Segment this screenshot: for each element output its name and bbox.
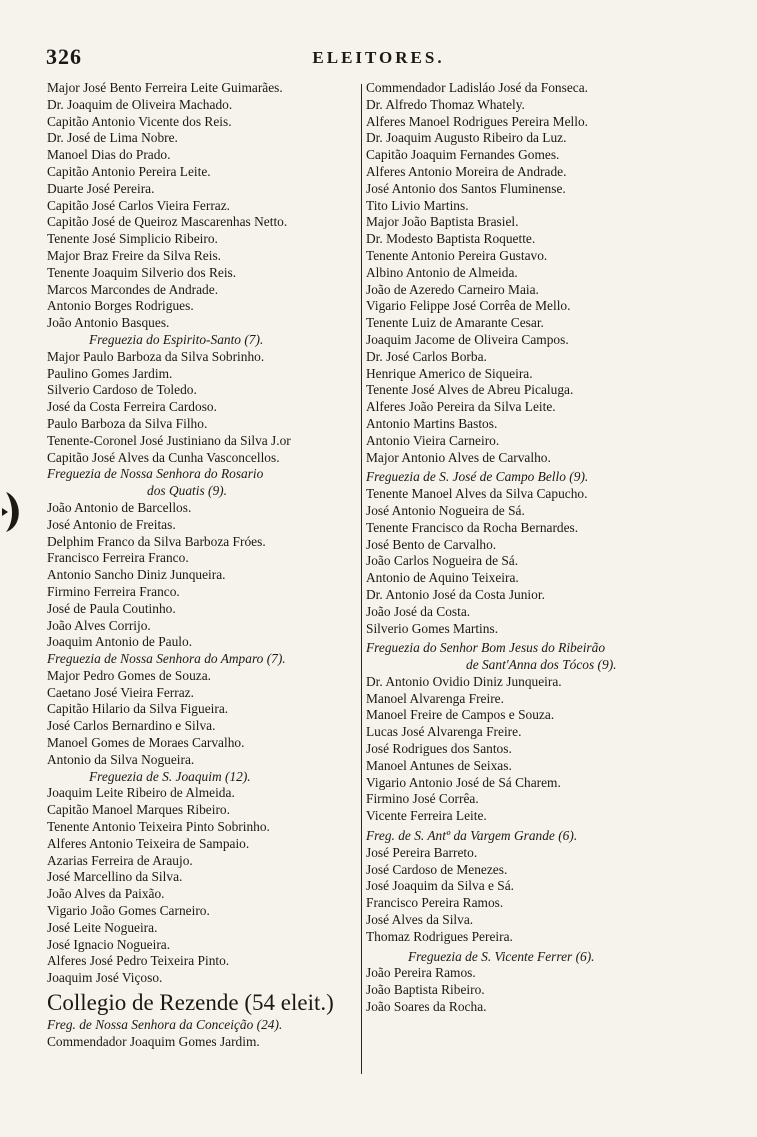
section-heading: Freg. de S. Antº da Vargem Grande (6). [366, 828, 578, 844]
elector-entry: Antonio de Aquino Teixeira. [366, 570, 519, 586]
elector-entry: Tenente José Simplicio Ribeiro. [47, 231, 218, 247]
section-heading: Freguezia do Espirito-Santo (7). [89, 331, 264, 347]
elector-entry: Capitão Antonio Pereira Leite. [47, 163, 211, 179]
section-heading: Freguezia de S. Vicente Ferrer (6). [408, 948, 595, 964]
elector-entry: Dr. Joaquim Augusto Ribeiro da Luz. [366, 130, 567, 146]
elector-entry: Capitão Manoel Marques Ribeiro. [47, 802, 230, 818]
elector-entry: Commendador Joaquim Gomes Jardim. [47, 1033, 260, 1049]
elector-entry: Firmino Ferreira Franco. [47, 583, 180, 599]
section-heading: Freguezia de S. José de Campo Bello (9). [366, 469, 589, 485]
elector-entry: Capitão Antonio Vicente dos Reis. [47, 113, 232, 129]
elector-entry: José Carlos Bernardino e Silva. [47, 718, 216, 734]
elector-entry: Alferes João Pereira da Silva Leite. [366, 399, 556, 415]
elector-entry: Silverio Gomes Martins. [366, 620, 499, 636]
elector-entry: João José da Costa. [366, 603, 471, 619]
elector-entry: Thomaz Rodrigues Pereira. [366, 928, 513, 944]
elector-entry: Tenente Joaquim Silverio dos Reis. [47, 264, 237, 280]
elector-entry: Tenente Antonio Teixeira Pinto Sobrinho. [47, 819, 270, 835]
elector-entry: Silverio Cardoso de Toledo. [47, 382, 197, 398]
elector-entry: Delphim Franco da Silva Barboza Fróes. [47, 533, 266, 549]
elector-entry: Marcos Marcondes de Andrade. [47, 281, 219, 297]
elector-entry: Duarte José Pereira. [47, 180, 155, 196]
elector-entry: Antonio Martins Bastos. [366, 415, 498, 431]
elector-entry: José da Costa Ferreira Cardoso. [47, 399, 217, 415]
elector-entry: Alferes Antonio Moreira de Andrade. [366, 163, 567, 179]
elector-entry: Lucas José Alvarenga Freire. [366, 724, 522, 740]
elector-entry: Dr. Alfredo Thomaz Whately. [366, 96, 525, 112]
elector-entry: Joaquim José Viçoso. [47, 970, 163, 986]
elector-entry: João Soares da Rocha. [366, 999, 487, 1015]
elector-entry: Azarias Ferreira de Araujo. [47, 852, 193, 868]
elector-entry: José Bento de Carvalho. [366, 536, 497, 552]
elector-entry: Antonio Vieira Carneiro. [366, 432, 500, 448]
elector-entry: João Alves da Paixão. [47, 886, 165, 902]
elector-entry: Joaquim Jacome de Oliveira Campos. [366, 331, 569, 347]
elector-entry: Capitão José de Queiroz Mascarenhas Netto. [47, 214, 288, 230]
elector-entry: João Antonio Basques. [47, 315, 170, 331]
elector-entry: Joaquim Leite Ribeiro de Almeida. [47, 785, 235, 801]
elector-entry: Dr. José Carlos Borba. [366, 348, 487, 364]
elector-entry: Major Paulo Barboza da Silva Sobrinho. [47, 348, 265, 364]
elector-entry: João Baptista Ribeiro. [366, 982, 485, 998]
elector-entry: Capitão José Alves da Cunha Vasconcellos. [47, 449, 280, 465]
elector-entry: Paulo Barboza da Silva Filho. [47, 415, 208, 431]
elector-entry: José Marcellino da Silva. [47, 869, 183, 885]
section-heading: Collegio de Rezende (54 eleit.) [47, 990, 334, 1016]
elector-entry: Antonio Sancho Diniz Junqueira. [47, 567, 226, 583]
elector-entry: José Leite Nogueira. [47, 919, 158, 935]
elector-entry: Vicente Ferreira Leite. [366, 808, 487, 824]
left-column [47, 80, 359, 1051]
elector-entry: Vigario Antonio José de Sá Charem. [366, 774, 561, 790]
elector-entry: Manoel Alvarenga Freire. [366, 690, 504, 706]
elector-entry: José de Paula Coutinho. [47, 600, 176, 616]
column-divider [361, 84, 362, 1074]
elector-entry: Commendador Ladisláo José da Fonseca. [366, 80, 589, 95]
elector-entry: Dr. Antonio Ovidio Diniz Junqueira. [366, 673, 562, 689]
elector-entry: Manoel Dias do Prado. [47, 147, 171, 163]
elector-entry: Tenente Francisco da Rocha Bernardes. [366, 519, 579, 535]
elector-entry: Dr. Modesto Baptista Roquette. [366, 231, 536, 247]
elector-entry: Major Antonio Alves de Carvalho. [366, 449, 551, 465]
page-header [46, 44, 711, 74]
elector-entry: Antonio da Silva Nogueira. [47, 751, 195, 767]
elector-entry: Paulino Gomes Jardim. [47, 365, 173, 381]
elector-entry: Tenente Antonio Pereira Gustavo. [366, 247, 548, 263]
section-heading: Freguezia de S. Joaquim (12). [89, 768, 251, 784]
elector-entry: Alferes José Pedro Teixeira Pinto. [47, 953, 230, 969]
elector-entry: Tenente-Coronel José Justiniano da Silva J.or [47, 432, 291, 448]
elector-entry: Alferes Manoel Rodrigues Pereira Mello. [366, 113, 588, 129]
elector-entry: José Rodrigues dos Santos. [366, 741, 512, 757]
section-heading: Freguezia de Nossa Senhora do Amparo (7). [47, 651, 286, 667]
elector-entry: Major Braz Freire da Silva Reis. [47, 247, 222, 263]
elector-entry: José Antonio dos Santos Fluminense. [366, 180, 566, 196]
elector-entry: Tenente Luiz de Amarante Cesar. [366, 315, 544, 331]
section-heading: de Sant'Anna dos Tócos (9). [466, 657, 617, 673]
elector-entry: João de Azeredo Carneiro Maia. [366, 281, 539, 297]
elector-entry: Henrique Americo de Siqueira. [366, 365, 533, 381]
running-title: ELEITORES. [312, 48, 445, 67]
elector-entry: Vigario Felippe José Corrêa de Mello. [366, 298, 571, 314]
section-heading: Freguezia de Nossa Senhora do Rosario [47, 466, 264, 482]
elector-entry: José Antonio de Freitas. [47, 516, 176, 532]
elector-entry: José Antonio Nogueira de Sá. [366, 502, 525, 518]
elector-entry: José Pereira Barreto. [366, 844, 478, 860]
section-heading: Freguezia do Senhor Bom Jesus do Ribeirão [366, 640, 606, 656]
elector-entry: Major João Baptista Brasiel. [366, 214, 519, 230]
binding-mark-icon [0, 488, 26, 536]
elector-entry: Capitão José Carlos Vieira Ferraz. [47, 197, 231, 213]
elector-entry: Tito Livio Martins. [366, 197, 469, 213]
elector-entry: Tenente Manoel Alves da Silva Capucho. [366, 486, 588, 502]
right-column [366, 80, 686, 1016]
section-heading: dos Quatis (9). [147, 483, 227, 499]
elector-entry: José Alves da Silva. [366, 912, 474, 928]
elector-entry: Francisco Pereira Ramos. [366, 895, 504, 911]
elector-entry: Manoel Antunes de Seixas. [366, 757, 512, 773]
elector-entry: Joaquim Antonio de Paulo. [47, 634, 193, 650]
page-number: 326 [46, 44, 82, 69]
section-heading: Freg. de Nossa Senhora da Conceição (24). [47, 1017, 283, 1033]
elector-entry: Firmino José Corrêa. [366, 791, 479, 807]
elector-entry: João Alves Corrijo. [47, 617, 151, 633]
elector-entry: Capitão Joaquim Fernandes Gomes. [366, 147, 560, 163]
elector-entry: Vigario João Gomes Carneiro. [47, 903, 210, 919]
elector-entry: Manoel Gomes de Moraes Carvalho. [47, 735, 245, 751]
elector-entry: Albino Antonio de Almeida. [366, 264, 518, 280]
elector-entry: Tenente José Alves de Abreu Picaluga. [366, 382, 574, 398]
elector-entry: Dr. Antonio José da Costa Junior. [366, 586, 545, 602]
elector-entry: Caetano José Vieira Ferraz. [47, 684, 194, 700]
elector-entry: João Antonio de Barcellos. [47, 499, 192, 515]
elector-entry: Dr. Joaquim de Oliveira Machado. [47, 96, 233, 112]
elector-entry: José Joaquim da Silva e Sá. [366, 878, 515, 894]
elector-entry: Major Pedro Gomes de Souza. [47, 667, 212, 683]
elector-entry: Dr. José de Lima Nobre. [47, 130, 178, 146]
elector-entry: Major José Bento Ferreira Leite Guimarães. [47, 80, 283, 95]
elector-entry: Francisco Ferreira Franco. [47, 550, 189, 566]
elector-entry: João Pereira Ramos. [366, 965, 476, 981]
elector-entry: José Ignacio Nogueira. [47, 936, 171, 952]
elector-entry: Capitão Hilario da Silva Figueira. [47, 701, 229, 717]
elector-entry: Antonio Borges Rodrigues. [47, 298, 194, 314]
elector-entry: Alferes Antonio Teixeira de Sampaio. [47, 835, 250, 851]
elector-entry: José Cardoso de Menezes. [366, 861, 508, 877]
elector-entry: João Carlos Nogueira de Sá. [366, 553, 519, 569]
elector-entry: Manoel Freire de Campos e Souza. [366, 707, 555, 723]
